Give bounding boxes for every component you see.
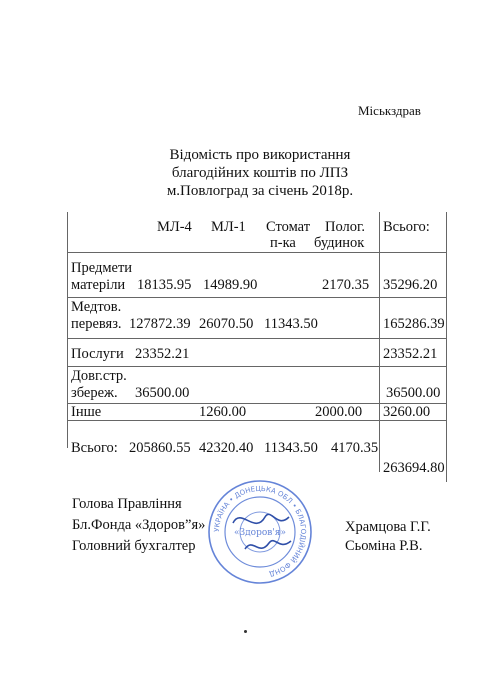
- official-stamp: [205, 477, 315, 587]
- signature-position-2: Бл.Фонда «Здоров”я»: [72, 517, 206, 533]
- stamp-ring-text: УКРАЇНА • ДОНЕЦЬКА ОБЛ • БЛАГОДІЙНИЙ ФОНД: [212, 484, 308, 578]
- cell-polog: 2170.35: [322, 277, 370, 293]
- column-header-total: Всього:: [383, 219, 430, 235]
- signature-name-1: Храмцова Г.Г.: [345, 519, 431, 535]
- column-header-ml4: МЛ-4: [157, 219, 192, 235]
- cell-ml1: 1260.00: [199, 404, 247, 420]
- ink-dot: [244, 630, 247, 633]
- row-label: матеріли: [71, 277, 126, 293]
- row-label: Всього:: [71, 440, 118, 456]
- table-border-total: [379, 212, 380, 472]
- table-divider: [67, 252, 447, 253]
- cell-total: 36500.00: [386, 385, 441, 401]
- cell-total: 263694.80: [383, 460, 445, 476]
- column-header-stomat: Стомат: [266, 219, 311, 235]
- row-label: Послуги: [71, 346, 124, 362]
- table-divider: [67, 366, 447, 367]
- cell-ml1: 14989.90: [203, 277, 258, 293]
- table-divider: [67, 338, 447, 339]
- table-divider: [67, 297, 447, 298]
- cell-polog: 2000.00: [315, 404, 363, 420]
- row-label: перевяз.: [71, 316, 122, 332]
- table-border-left: [67, 212, 68, 448]
- signature-scribble: [245, 541, 291, 549]
- cell-stomat: 11343.50: [264, 316, 318, 332]
- cell-total: 3260.00: [383, 404, 431, 420]
- column-header-polog: Полог.: [325, 219, 365, 235]
- row-label: Медтов.: [71, 299, 122, 315]
- stamp-center-text: «Здоров'я»: [234, 528, 286, 538]
- table-divider: [67, 420, 447, 421]
- cell-total: 165286.39: [383, 316, 445, 332]
- title-line-1: Відомість про використання: [169, 147, 351, 163]
- cell-ml1: 42320.40: [199, 440, 254, 456]
- cell-ml4: 36500.00: [135, 385, 190, 401]
- row-label: Предмети: [71, 260, 133, 276]
- row-label: збереж.: [71, 385, 118, 401]
- title-line-2: благодійних коштів по ЛПЗ: [171, 165, 349, 181]
- signature-position-3: Головний бухгалтер: [72, 538, 196, 554]
- cell-total: 23352.21: [383, 346, 438, 362]
- organization-label: Міськздрав: [358, 103, 421, 118]
- title-line-3: м.Повлоград за січень 2018р.: [166, 183, 354, 199]
- signature-name-2: Сьоміна Р.В.: [345, 538, 423, 554]
- cell-ml4: 127872.39: [129, 316, 191, 332]
- row-label: Інше: [71, 404, 102, 420]
- cell-stomat: 11343.50: [264, 440, 318, 456]
- signature-scribble: [233, 514, 289, 523]
- cell-ml4: 23352.21: [135, 346, 190, 362]
- column-header-ml1: МЛ-1: [211, 219, 246, 235]
- row-label: Довг.стр.: [71, 368, 127, 384]
- cell-ml4: 205860.55: [129, 440, 191, 456]
- cell-ml1: 26070.50: [199, 316, 254, 332]
- column-header-stomat-2: п-ка: [270, 235, 296, 251]
- column-header-polog-2: будинок: [314, 235, 365, 251]
- cell-ml4: 18135.95: [137, 277, 192, 293]
- cell-polog: 4170.35: [331, 440, 379, 456]
- signature-position-1: Голова Правління: [72, 496, 182, 512]
- cell-total: 35296.20: [383, 277, 438, 293]
